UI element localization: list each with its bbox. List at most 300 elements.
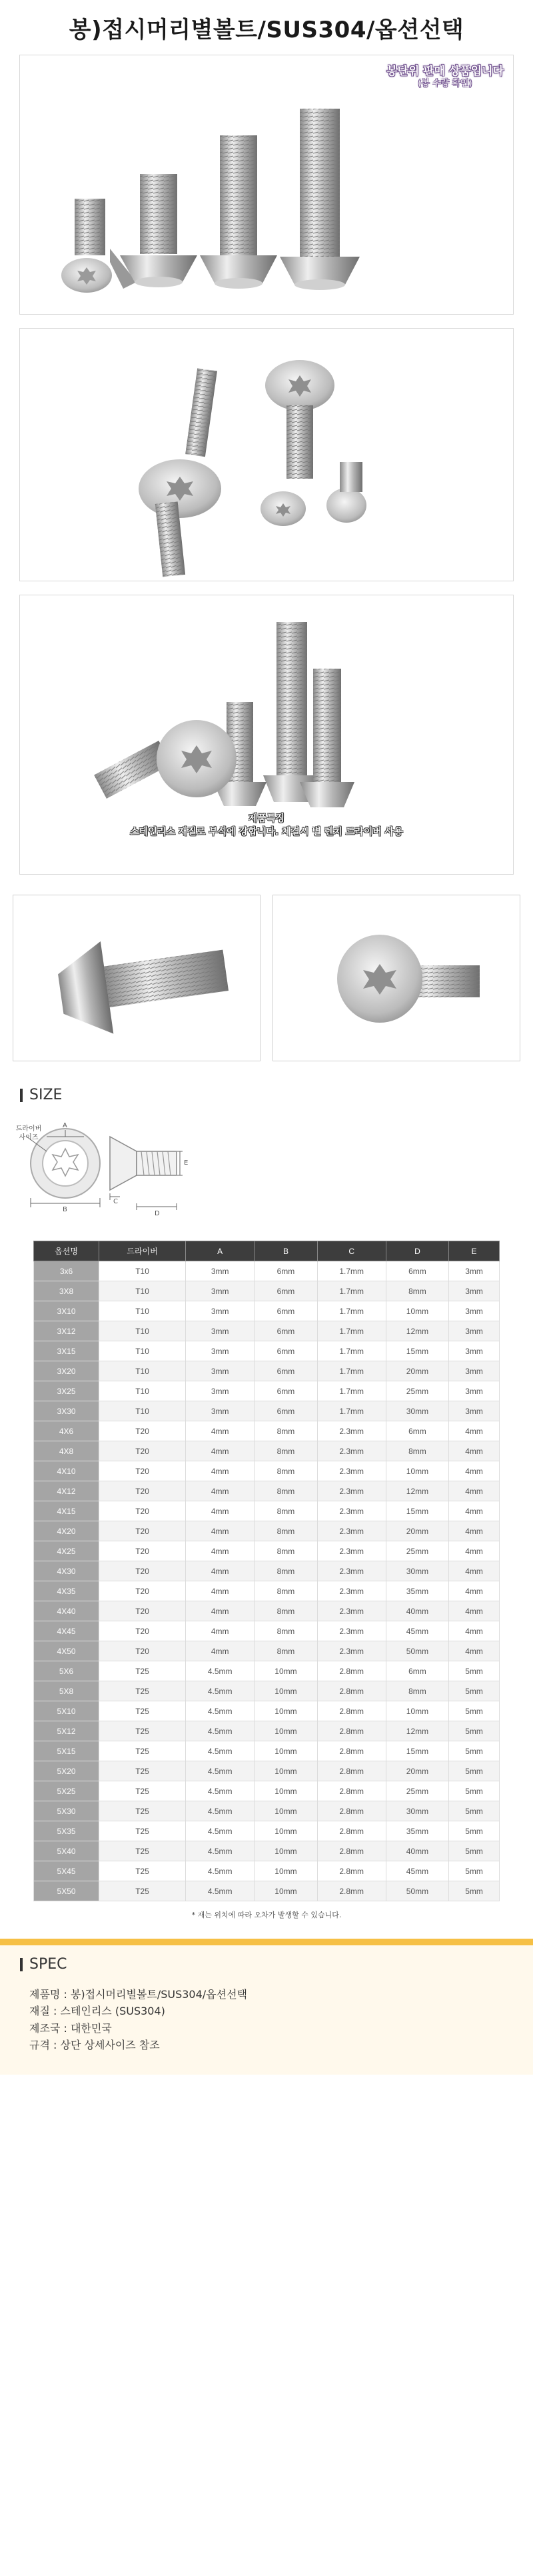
table-row <box>34 1721 500 1741</box>
table-cell: 10mm <box>255 1881 317 1901</box>
table-cell: 2.3mm <box>317 1561 386 1581</box>
table-cell: T25 <box>99 1761 186 1781</box>
table-cell: T25 <box>99 1741 186 1761</box>
table-cell: 1.7mm <box>317 1261 386 1281</box>
option-name-cell: 3X20 <box>34 1361 99 1381</box>
spec-sep: : <box>60 1988 71 2001</box>
table-cell: 8mm <box>255 1641 317 1661</box>
table-cell: 1.7mm <box>317 1381 386 1401</box>
table-cell: 4mm <box>186 1561 255 1581</box>
table-cell: T20 <box>99 1421 186 1441</box>
table-cell: 10mm <box>255 1801 317 1821</box>
table-cell: 35mm <box>386 1821 448 1841</box>
table-cell: 5mm <box>449 1681 500 1701</box>
table-cell: 25mm <box>386 1381 448 1401</box>
table-cell: T25 <box>99 1801 186 1821</box>
table-row <box>34 1481 500 1501</box>
table-cell: 4mm <box>186 1641 255 1661</box>
col-d: D <box>386 1241 448 1261</box>
table-cell: T20 <box>99 1481 186 1501</box>
table-row <box>34 1761 500 1781</box>
table-cell: 4mm <box>449 1641 500 1661</box>
spec-value: 대한민국 <box>70 2021 112 2035</box>
table-cell: T10 <box>99 1401 186 1421</box>
notice-label <box>386 65 504 90</box>
table-cell: 1.7mm <box>317 1341 386 1361</box>
table-cell: T10 <box>99 1321 186 1341</box>
option-name-cell: 4X25 <box>34 1541 99 1561</box>
table-cell: 4.5mm <box>186 1841 255 1861</box>
table-row <box>34 1641 500 1661</box>
option-name-cell: 4X35 <box>34 1581 99 1601</box>
table-cell: 2.8mm <box>317 1721 386 1741</box>
spec-item <box>29 2037 533 2053</box>
table-cell: 30mm <box>386 1801 448 1821</box>
col-a: A <box>186 1241 255 1261</box>
spec-value: 스테인리스 (SUS304) <box>60 2005 165 2018</box>
table-cell: T25 <box>99 1681 186 1701</box>
table-row <box>34 1881 500 1901</box>
table-cell: 2.3mm <box>317 1441 386 1461</box>
table-cell: 2.3mm <box>317 1521 386 1541</box>
table-cell: 10mm <box>255 1781 317 1801</box>
table-cell: 4.5mm <box>186 1661 255 1681</box>
option-name-cell: 5X10 <box>34 1701 99 1721</box>
table-row <box>34 1281 500 1301</box>
table-cell: 2.3mm <box>317 1641 386 1661</box>
table-cell: T20 <box>99 1601 186 1621</box>
size-table-body <box>34 1261 500 1901</box>
screw-photo <box>20 329 514 581</box>
table-cell: T25 <box>99 1781 186 1801</box>
option-name-cell: 3X12 <box>34 1321 99 1341</box>
table-row <box>34 1401 500 1421</box>
table-cell: 4mm <box>186 1501 255 1521</box>
table-cell: 4mm <box>449 1441 500 1461</box>
option-name-cell: 5X15 <box>34 1741 99 1761</box>
table-cell: 4mm <box>186 1481 255 1501</box>
table-cell: 4mm <box>449 1461 500 1481</box>
table-cell: 10mm <box>255 1661 317 1681</box>
table-cell: 3mm <box>186 1281 255 1301</box>
table-cell: 5mm <box>449 1721 500 1741</box>
spec-sep: : <box>49 2038 61 2051</box>
table-cell: T20 <box>99 1561 186 1581</box>
option-name-cell: 4X10 <box>34 1461 99 1481</box>
table-cell: T20 <box>99 1641 186 1661</box>
table-cell: 8mm <box>255 1521 317 1541</box>
table-cell: 10mm <box>255 1721 317 1741</box>
table-cell: 6mm <box>255 1301 317 1321</box>
table-cell: 8mm <box>386 1441 448 1461</box>
dim-d-label: D <box>155 1210 160 1217</box>
table-row <box>34 1621 500 1641</box>
table-cell: 10mm <box>386 1701 448 1721</box>
table-row <box>34 1861 500 1881</box>
table-cell: 4.5mm <box>186 1741 255 1761</box>
table-cell: 2.3mm <box>317 1581 386 1601</box>
table-cell: T10 <box>99 1341 186 1361</box>
table-row <box>34 1501 500 1521</box>
table-cell: 8mm <box>255 1421 317 1441</box>
table-cell: 15mm <box>386 1501 448 1521</box>
table-cell: 1.7mm <box>317 1321 386 1341</box>
table-cell: 3mm <box>449 1301 500 1321</box>
table-cell: 4mm <box>449 1601 500 1621</box>
table-cell: 8mm <box>255 1601 317 1621</box>
table-cell: T10 <box>99 1261 186 1281</box>
spec-value: 상단 상세사이즈 참조 <box>60 2038 160 2051</box>
table-cell: T10 <box>99 1361 186 1381</box>
table-cell: 10mm <box>386 1301 448 1321</box>
head-view-photo <box>272 895 520 1061</box>
spec-item <box>29 1986 533 2003</box>
detail-photos <box>13 895 520 1061</box>
table-row <box>34 1261 500 1281</box>
table-cell: 8mm <box>255 1621 317 1641</box>
option-name-cell: 5X25 <box>34 1781 99 1801</box>
table-cell: 8mm <box>255 1481 317 1501</box>
table-cell: 4mm <box>449 1481 500 1501</box>
product-photo-1 <box>19 55 514 315</box>
screw-photo <box>273 895 520 1061</box>
table-row <box>34 1441 500 1461</box>
table-cell: 3mm <box>449 1261 500 1281</box>
table-cell: T20 <box>99 1461 186 1481</box>
option-name-cell: 5X40 <box>34 1841 99 1861</box>
table-cell: 4.5mm <box>186 1761 255 1781</box>
option-name-cell: 5X6 <box>34 1661 99 1681</box>
table-cell: 15mm <box>386 1341 448 1361</box>
table-cell: 3mm <box>186 1361 255 1381</box>
option-name-cell: 4X40 <box>34 1601 99 1621</box>
table-cell: 2.3mm <box>317 1621 386 1641</box>
table-cell: 10mm <box>386 1461 448 1481</box>
table-cell: 5mm <box>449 1861 500 1881</box>
option-name-cell: 5X50 <box>34 1881 99 1901</box>
table-cell: 3mm <box>186 1381 255 1401</box>
table-cell: 3mm <box>449 1281 500 1301</box>
table-row <box>34 1581 500 1601</box>
feature-caption <box>20 813 513 839</box>
table-cell: T20 <box>99 1581 186 1601</box>
table-cell: 10mm <box>255 1681 317 1701</box>
option-name-cell: 4X30 <box>34 1561 99 1581</box>
table-cell: 4mm <box>186 1541 255 1561</box>
option-name-cell: 4X20 <box>34 1521 99 1541</box>
option-name-cell: 3X10 <box>34 1301 99 1321</box>
table-cell: 6mm <box>386 1261 448 1281</box>
table-cell: 25mm <box>386 1781 448 1801</box>
option-name-cell: 5X35 <box>34 1821 99 1841</box>
notice-line-1: 봉단위 판매 상품입니다 <box>386 65 504 78</box>
table-cell: 6mm <box>255 1361 317 1381</box>
table-cell: T20 <box>99 1521 186 1541</box>
dim-b-label: B <box>63 1206 67 1213</box>
table-cell: 20mm <box>386 1361 448 1381</box>
spec-item <box>29 2003 533 2019</box>
table-cell: 6mm <box>255 1381 317 1401</box>
table-row <box>34 1461 500 1481</box>
table-row <box>34 1821 500 1841</box>
section-bar-icon <box>20 1089 23 1102</box>
driver-size-label <box>12 1125 45 1142</box>
table-cell: T25 <box>99 1721 186 1741</box>
spec-heading <box>20 1956 533 1973</box>
table-cell: 1.7mm <box>317 1301 386 1321</box>
table-row <box>34 1681 500 1701</box>
option-name-cell: 4X6 <box>34 1421 99 1441</box>
table-cell: 1.7mm <box>317 1281 386 1301</box>
table-cell: 4mm <box>449 1501 500 1521</box>
table-cell: 4mm <box>186 1461 255 1481</box>
table-cell: 20mm <box>386 1761 448 1781</box>
table-cell: 15mm <box>386 1741 448 1761</box>
screw-diagram <box>0 1110 533 1237</box>
table-cell: 6mm <box>255 1281 317 1301</box>
table-row <box>34 1421 500 1441</box>
table-row <box>34 1321 500 1341</box>
table-cell: 6mm <box>255 1401 317 1421</box>
table-cell: 5mm <box>449 1661 500 1681</box>
table-cell: 12mm <box>386 1721 448 1741</box>
table-cell: 2.3mm <box>317 1421 386 1441</box>
table-cell: 10mm <box>255 1701 317 1721</box>
table-cell: 8mm <box>386 1281 448 1301</box>
table-cell: 2.8mm <box>317 1661 386 1681</box>
size-section-heading <box>20 1087 533 1103</box>
feature-heading: 제품특징 <box>248 813 285 824</box>
table-cell: 4mm <box>449 1561 500 1581</box>
table-cell: 4.5mm <box>186 1801 255 1821</box>
notice-line-2: (봉 수량 확인) <box>418 79 472 89</box>
table-cell: 3mm <box>449 1361 500 1381</box>
table-cell: 35mm <box>386 1581 448 1601</box>
table-cell: 8mm <box>386 1681 448 1701</box>
table-cell: 4.5mm <box>186 1881 255 1901</box>
spec-title: SPEC <box>29 1956 67 1973</box>
table-cell: 10mm <box>255 1841 317 1861</box>
table-cell: 6mm <box>386 1661 448 1681</box>
option-name-cell: 5X30 <box>34 1801 99 1821</box>
table-cell: 5mm <box>449 1741 500 1761</box>
col-b: B <box>255 1241 317 1261</box>
option-name-cell: 4X15 <box>34 1501 99 1521</box>
table-row <box>34 1521 500 1541</box>
table-row <box>34 1741 500 1761</box>
spec-accent-bar <box>0 1939 533 1945</box>
option-name-cell: 5X20 <box>34 1761 99 1781</box>
table-row <box>34 1801 500 1821</box>
option-name-cell: 5X8 <box>34 1681 99 1701</box>
table-cell: 4.5mm <box>186 1681 255 1701</box>
table-cell: 50mm <box>386 1641 448 1661</box>
table-cell: 4mm <box>186 1441 255 1461</box>
table-cell: 6mm <box>255 1341 317 1361</box>
table-cell: 4mm <box>449 1421 500 1441</box>
table-cell: 25mm <box>386 1541 448 1561</box>
table-cell: 5mm <box>449 1881 500 1901</box>
table-cell: 3mm <box>449 1321 500 1341</box>
table-cell: 30mm <box>386 1561 448 1581</box>
table-cell: 45mm <box>386 1861 448 1881</box>
page-title: 봉)접시머리별볼트/SUS304/옵션선택 <box>69 16 464 43</box>
table-row <box>34 1541 500 1561</box>
table-cell: 4mm <box>186 1421 255 1441</box>
table-cell: 2.8mm <box>317 1801 386 1821</box>
spec-item <box>29 2020 533 2037</box>
spec-label: 제조국 <box>29 2021 61 2035</box>
table-cell: T10 <box>99 1281 186 1301</box>
table-cell: 3mm <box>449 1381 500 1401</box>
table-cell: 1.7mm <box>317 1401 386 1421</box>
dim-a-label: A <box>63 1122 67 1129</box>
table-cell: 4mm <box>186 1621 255 1641</box>
table-row <box>34 1381 500 1401</box>
table-cell: 4mm <box>186 1521 255 1541</box>
screw-photo <box>20 55 514 315</box>
driver-label-line-1: 드라이버 <box>15 1125 42 1133</box>
table-cell: 10mm <box>255 1861 317 1881</box>
table-cell: T10 <box>99 1381 186 1401</box>
table-cell: 2.3mm <box>317 1461 386 1481</box>
table-cell: 5mm <box>449 1841 500 1861</box>
col-driver: 드라이버 <box>99 1241 186 1261</box>
table-cell: 12mm <box>386 1481 448 1501</box>
option-name-cell: 5X12 <box>34 1721 99 1741</box>
dim-c-label: C <box>113 1198 118 1205</box>
table-cell: 2.3mm <box>317 1501 386 1521</box>
measurement-footnote: * 재는 위치에 따라 오차가 발생할 수 있습니다. <box>191 1911 342 1919</box>
product-photo-2 <box>19 328 514 581</box>
table-cell: 8mm <box>255 1441 317 1461</box>
table-cell: 5mm <box>449 1821 500 1841</box>
table-cell: 3mm <box>186 1301 255 1321</box>
table-row <box>34 1361 500 1381</box>
spec-section <box>0 1939 533 2075</box>
option-name-cell: 4X8 <box>34 1441 99 1461</box>
option-name-cell: 4X45 <box>34 1621 99 1641</box>
table-cell: 8mm <box>255 1561 317 1581</box>
table-cell: 3mm <box>186 1261 255 1281</box>
table-cell: T20 <box>99 1621 186 1641</box>
table-cell: 4.5mm <box>186 1861 255 1881</box>
table-cell: 10mm <box>255 1741 317 1761</box>
table-row <box>34 1341 500 1361</box>
table-cell: 20mm <box>386 1521 448 1541</box>
table-cell: 2.3mm <box>317 1481 386 1501</box>
table-cell: 2.8mm <box>317 1681 386 1701</box>
table-cell: T25 <box>99 1661 186 1681</box>
spec-list <box>29 1986 533 2053</box>
table-row <box>34 1661 500 1681</box>
table-cell: 1.7mm <box>317 1361 386 1381</box>
size-title: SIZE <box>29 1087 63 1103</box>
table-cell: 5mm <box>449 1701 500 1721</box>
table-cell: 4mm <box>449 1621 500 1641</box>
spec-sep: : <box>60 2021 71 2035</box>
screw-photo <box>13 895 261 1061</box>
option-name-cell: 3X8 <box>34 1281 99 1301</box>
option-name-cell: 5X45 <box>34 1861 99 1881</box>
table-cell: 2.8mm <box>317 1701 386 1721</box>
option-name-cell: 3X25 <box>34 1381 99 1401</box>
table-cell: 2.3mm <box>317 1601 386 1621</box>
table-cell: 2.3mm <box>317 1541 386 1561</box>
table-cell: 50mm <box>386 1881 448 1901</box>
spec-value: 봉)접시머리별볼트/SUS304/옵션선택 <box>70 1988 247 2001</box>
option-name-cell: 4X12 <box>34 1481 99 1501</box>
table-cell: 3mm <box>449 1341 500 1361</box>
table-cell: 10mm <box>255 1761 317 1781</box>
col-c: C <box>317 1241 386 1261</box>
table-cell: T10 <box>99 1301 186 1321</box>
table-cell: 2.8mm <box>317 1781 386 1801</box>
table-cell: 5mm <box>449 1761 500 1781</box>
table-row <box>34 1561 500 1581</box>
table-cell: 2.8mm <box>317 1861 386 1881</box>
table-cell: 4mm <box>186 1601 255 1621</box>
table-cell: 8mm <box>255 1501 317 1521</box>
spec-label: 제품명 <box>29 1988 61 2001</box>
table-cell: 5mm <box>449 1801 500 1821</box>
table-cell: 10mm <box>255 1821 317 1841</box>
table-row <box>34 1841 500 1861</box>
table-cell: 4mm <box>449 1581 500 1601</box>
option-name-cell: 4X50 <box>34 1641 99 1661</box>
table-cell: T25 <box>99 1701 186 1721</box>
table-cell: 4mm <box>186 1581 255 1601</box>
table-cell: 4mm <box>449 1521 500 1541</box>
table-row <box>34 1781 500 1801</box>
table-cell: T25 <box>99 1821 186 1841</box>
table-cell: T25 <box>99 1861 186 1881</box>
table-cell: T20 <box>99 1501 186 1521</box>
table-cell: 4.5mm <box>186 1701 255 1721</box>
table-cell: 3mm <box>186 1341 255 1361</box>
table-cell: 6mm <box>255 1321 317 1341</box>
table-cell: 2.8mm <box>317 1841 386 1861</box>
table-cell: 3mm <box>186 1321 255 1341</box>
col-e: E <box>449 1241 500 1261</box>
table-cell: 5mm <box>449 1781 500 1801</box>
size-table-header <box>34 1241 500 1261</box>
table-cell: 2.8mm <box>317 1741 386 1761</box>
product-photo-3 <box>19 595 514 875</box>
table-cell: 8mm <box>255 1541 317 1561</box>
table-cell: 4mm <box>449 1541 500 1561</box>
table-cell: 4.5mm <box>186 1721 255 1741</box>
spec-sep: : <box>49 2005 61 2018</box>
spec-label: 재질 <box>29 2005 50 2018</box>
size-table <box>33 1241 500 1901</box>
table-cell: 3mm <box>186 1401 255 1421</box>
feature-text: 스테인리스 재질로 부식에 강합니다. 체결시 별 렌치 드라이버 사용 <box>130 826 403 837</box>
table-row <box>34 1301 500 1321</box>
option-name-cell: 3X15 <box>34 1341 99 1361</box>
option-name-cell: 3X30 <box>34 1401 99 1421</box>
table-row <box>34 1701 500 1721</box>
table-cell: 8mm <box>255 1461 317 1481</box>
table-cell: 8mm <box>255 1581 317 1601</box>
side-view-photo <box>13 895 261 1061</box>
option-name-cell: 3x6 <box>34 1261 99 1281</box>
table-cell: 40mm <box>386 1601 448 1621</box>
dimension-diagrams <box>0 1110 533 1237</box>
table-cell: 6mm <box>386 1421 448 1441</box>
spec-label: 규격 <box>29 2038 50 2051</box>
table-cell: 6mm <box>255 1261 317 1281</box>
